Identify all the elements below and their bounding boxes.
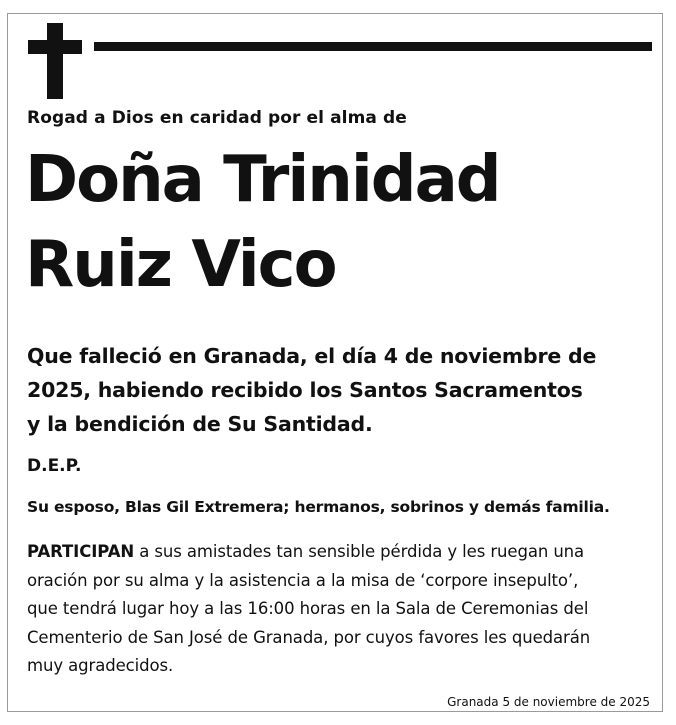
deceased-name-line-1: Doña Trinidad <box>25 143 500 217</box>
cross-vertical-bar <box>47 23 63 99</box>
participan-paragraph <box>27 538 649 681</box>
participan-line: que tendrá lugar hoy a las 16:00 horas en la Sala de Ceremonias del <box>27 599 589 618</box>
participan-lead: PARTICIPAN <box>27 542 135 561</box>
statement-line: 2025, habiendo recibido los Santos Sacramentos <box>27 378 583 402</box>
cross-horizontal-bar <box>28 40 82 54</box>
participan-line: Cementerio de San José de Granada, por cuyos favores les quedarán <box>27 627 591 647</box>
deceased-name-line-2: Ruiz Vico <box>25 228 336 302</box>
family-text: Su esposo, Blas Gil Extremera; hermanos, sobrinos y demás familia. <box>27 498 610 516</box>
statement-line: Que falleció en Granada, el día 4 de noviembre de <box>27 344 597 368</box>
death-statement <box>27 339 649 441</box>
statement-line: y la bendición de Su Santidad. <box>27 412 373 436</box>
participan-line: muy agradecidos. <box>27 656 174 675</box>
dep-text: D.E.P. <box>27 456 82 476</box>
participan-line-1 <box>27 538 649 567</box>
intro-text: Rogad a Dios en caridad por el alma de <box>27 108 407 128</box>
header-rule <box>94 42 652 51</box>
dateline: Granada 5 de noviembre de 2025 <box>447 695 650 709</box>
participan-line: oración por su alma y la asistencia a la misa de ‘corpore insepulto’, <box>27 570 579 590</box>
cross-icon <box>28 23 82 99</box>
participan-line-1-text: a sus amistades tan sensible pérdida y les ruegan una <box>134 542 585 561</box>
